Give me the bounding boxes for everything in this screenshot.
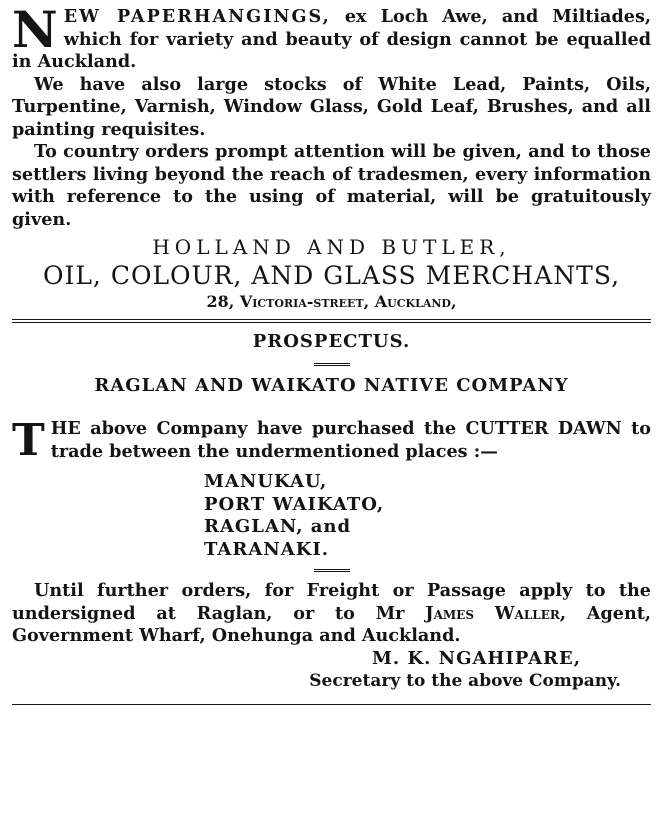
list-item: MANUKAU, (204, 471, 328, 492)
firm-trade: OIL, COLOUR, AND GLASS MERCHANTS, (42, 261, 621, 290)
advertisement-prospectus (12, 329, 651, 692)
prospectus-lead-text: HE above Company have purchased the CUTTER DAWN to trade between the undermentioned places :— (50, 418, 651, 462)
ad-paragraph-3: To country orders prompt attention will be given, and to those settlers living beyond the reach of tradesmen, every information with reference to the using of material, will be gratuitously given. (12, 141, 651, 230)
short-divider (314, 363, 350, 366)
company-heading: RAGLAN AND WAIKATO NATIVE COMPANY (94, 375, 569, 396)
agent-name: James Waller (425, 602, 560, 624)
instructions-text-rest: , Agent, Government Wharf, Onehunga and Auckland. (12, 602, 651, 646)
ad-paragraph-2: We have also large stocks of White Lead, Paints, Oils, Turpentine, Varnish, Window Glass, Gold Leaf, Brushes, and all painting requisites. (12, 73, 651, 140)
instructions-text: Until further orders, for Freight or Passage apply to the undersigned at Raglan, or to Mr (12, 580, 651, 624)
short-divider (314, 569, 350, 572)
ad-paragraph-1-text: ex Loch Awe, and Miltiades, which for variety and beauty of design cannot be equalled in Auckland. (12, 6, 651, 72)
bottom-divider (12, 704, 651, 705)
advertisement-paperhangings (12, 0, 651, 313)
list-item: TARANAKI. (204, 538, 330, 560)
ad-lead-text: EW PAPERHANGINGS, (63, 6, 331, 27)
firm-name: HOLLAND AND BUTLER, (152, 235, 511, 259)
signatory-name: M. K. NGAHIPARE, (372, 647, 581, 669)
list-item: PORT WAIKATO, (204, 493, 385, 515)
ad-paragraph-1 (12, 0, 651, 74)
list-item: RAGLAN, and (204, 516, 352, 537)
section-divider (12, 319, 651, 323)
prospectus-heading: PROSPECTUS. (252, 331, 411, 352)
prospectus-body (12, 415, 651, 466)
firm-address: 28, Victoria-street, Auckland, (206, 292, 457, 311)
drop-cap: T (12, 415, 45, 466)
signatory-title: Secretary to the above Company. (309, 670, 621, 691)
places-list (204, 471, 651, 561)
prospectus-instructions (12, 580, 651, 648)
drop-cap: N (12, 0, 58, 59)
